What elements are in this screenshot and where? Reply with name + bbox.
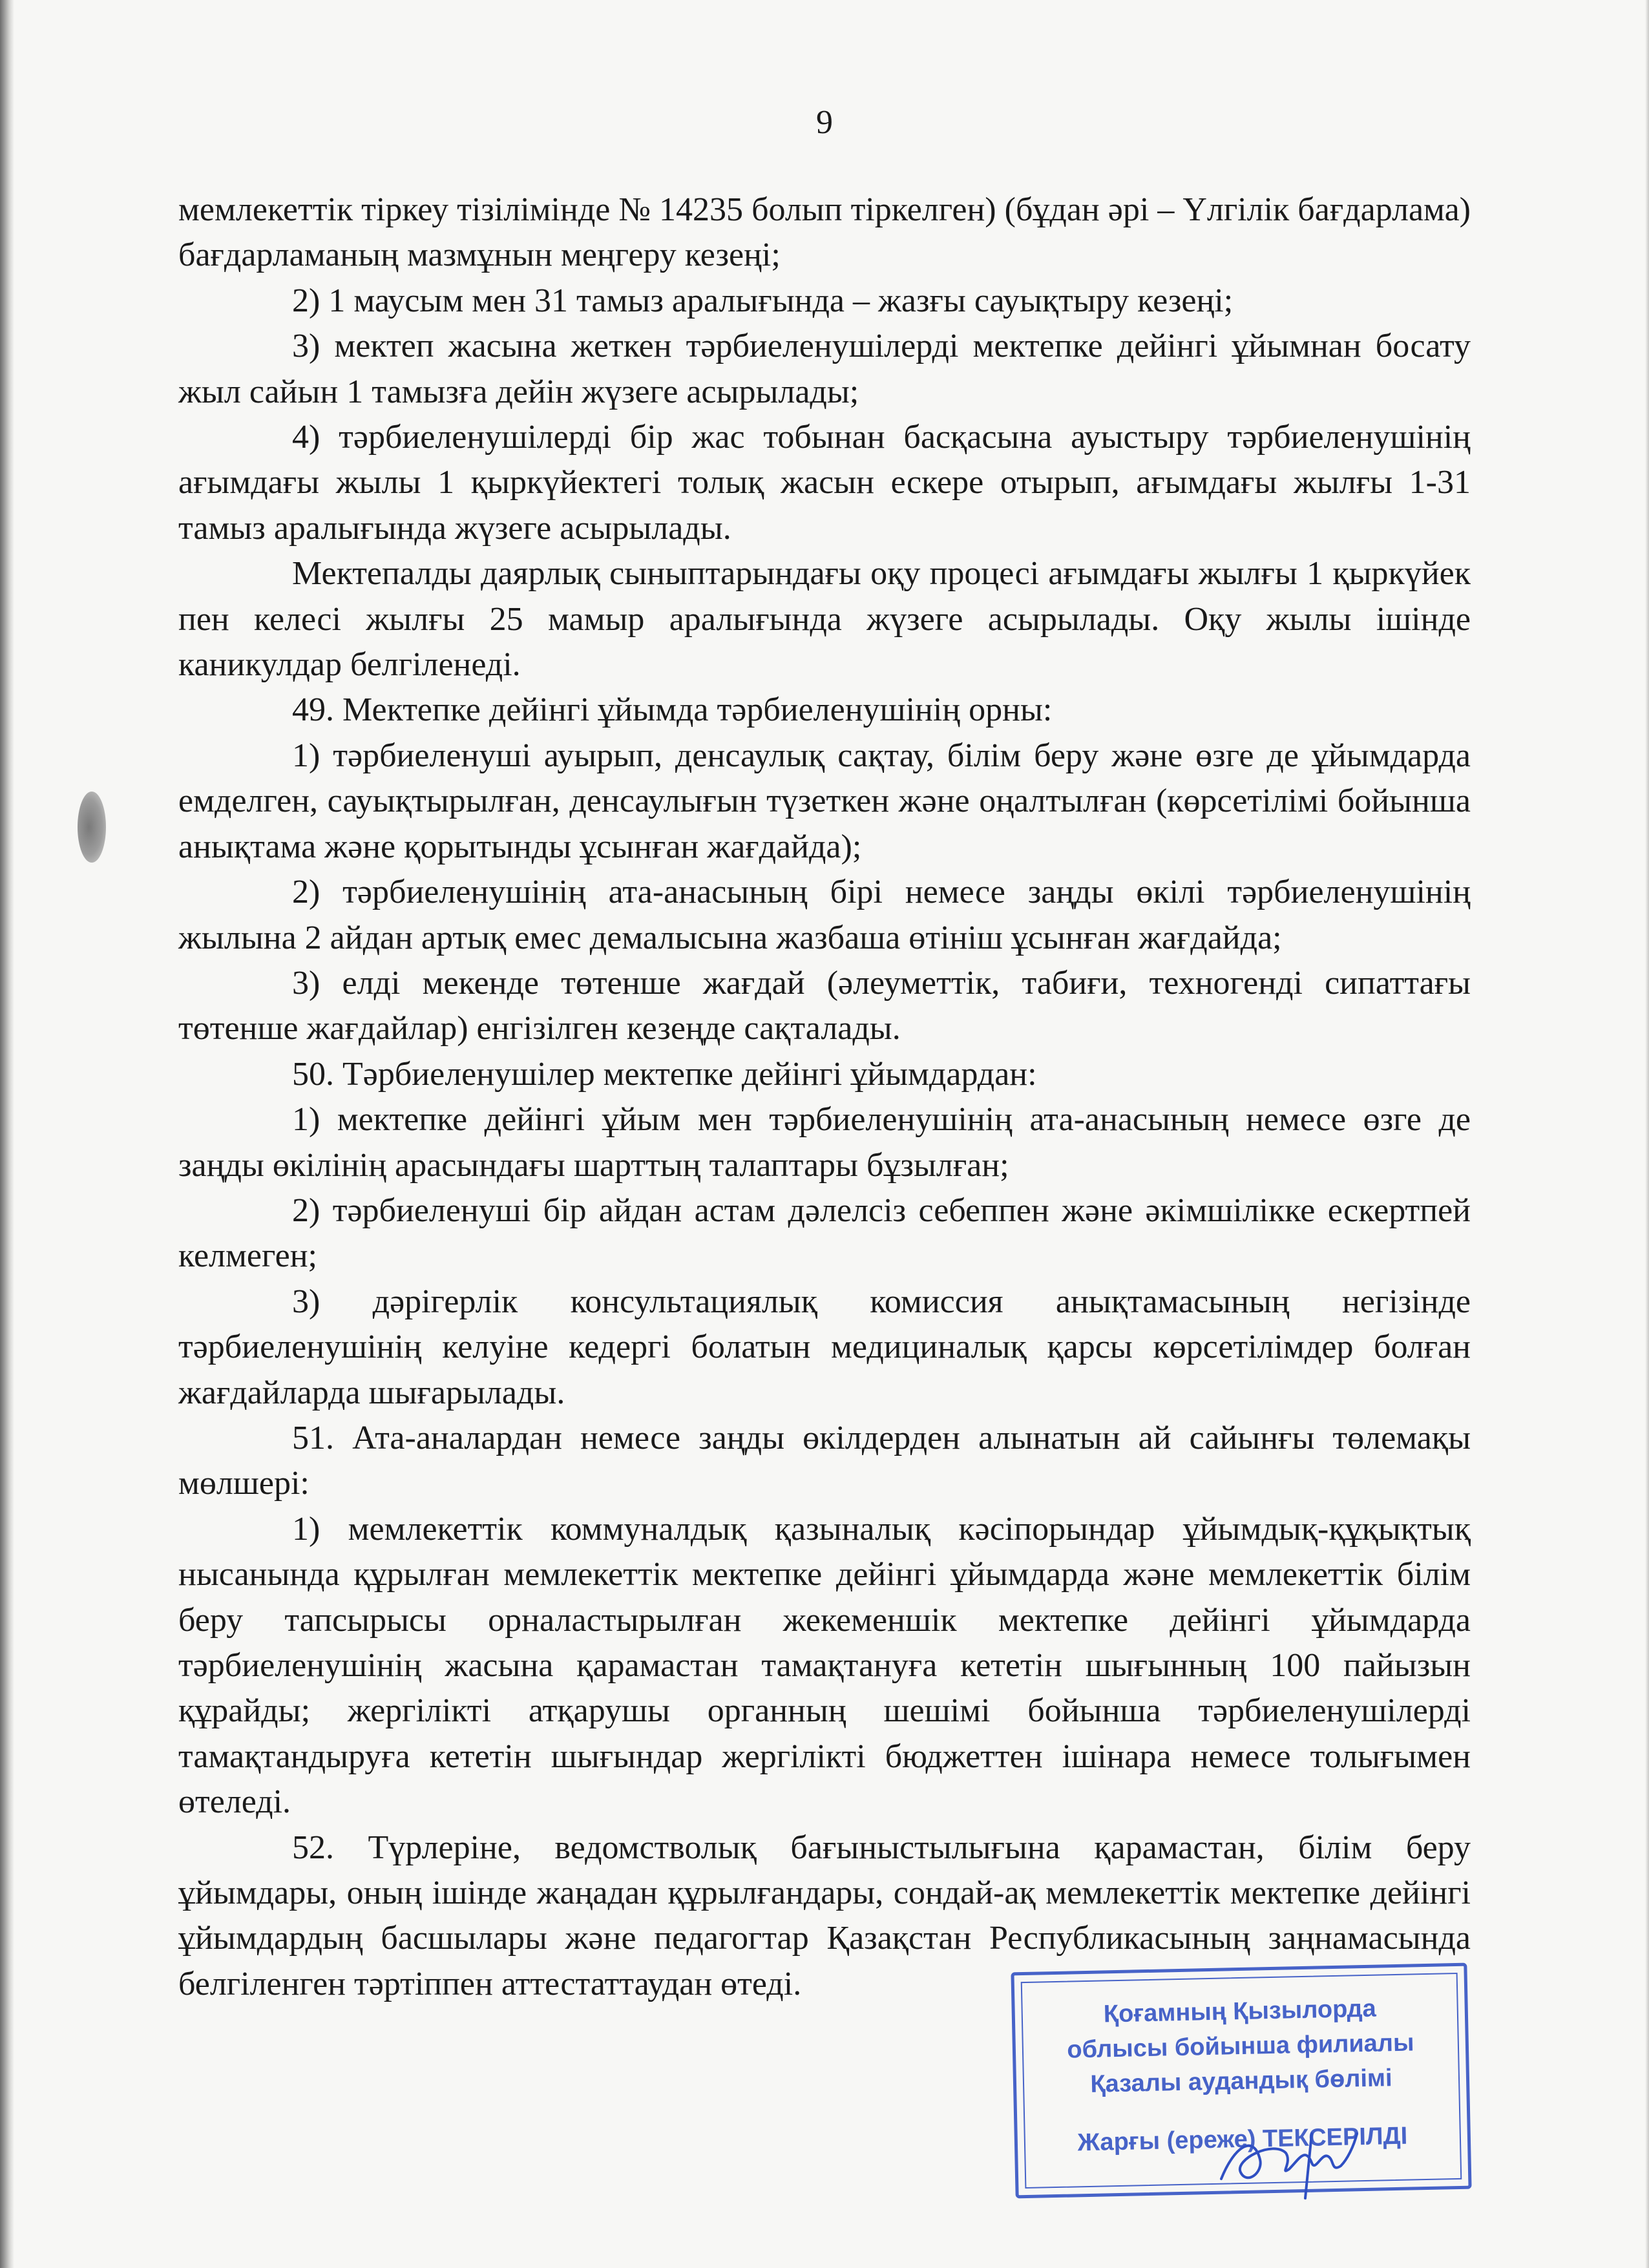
paragraph: 2) 1 маусым мен 31 тамыз аралығында – жазғы сауықтыру кезеңі; xyxy=(292,282,1234,319)
paragraph: 4) тәрбиеленушілерді бір жас тобынан басқасына ауыстыру тәрбиеленушінің ағымдағы жылы 1 қыркүйектегі толық жасын ескере отырып, ағымдағы жылғы 1-31 тамыз аралығында жүзеге асырылады. xyxy=(178,419,1471,547)
stamp-line: облысы бойынша филиалы xyxy=(1066,2029,1414,2064)
page-number: 9 xyxy=(816,104,833,141)
paragraph: 2) тәрбиеленуші бір айдан астам дәлелсіз себеппен және әкімшілікке ескертпей келмеген; xyxy=(178,1192,1471,1275)
paragraph: мемлекеттік тіркеу тізілімінде № 14235 болып тіркелген) (бұдан әрі – Үлгілік бағдарлама) бағдарламаның мазмұнын меңгеру кезеңі; xyxy=(178,191,1471,274)
scan-left-edge xyxy=(0,0,14,2268)
section-heading: 49. Мектепке дейінгі ұйымда тәрбиеленушінің орны: xyxy=(292,691,1053,729)
stamp-line: Қоғамның Қызылорда xyxy=(1103,1995,1377,2028)
document-body xyxy=(178,187,1471,2007)
section-heading: 51. Ата-аналардан немесе заңды өкілдерден алынатын ай сайынғы төлемақы мөлшері: xyxy=(178,1419,1471,1502)
stamp-line: Қазалы аудандық бөлімі xyxy=(1090,2064,1393,2098)
paragraph: 1) мектепке дейінгі ұйым мен тәрбиеленушінің ата-анасының немесе өзге де заңды өкілінің арасындағы шарттың талаптары бұзылған; xyxy=(178,1101,1471,1184)
paragraph: 1) мемлекеттік коммуналдық қазыналық кәсіпорындар ұйымдық-құқықтық нысанында құрылған мемлекеттік мектепке дейінгі ұйымдарда және мемлекеттік білім беру тапсырысы орналастырылған жекеменшік мектепке дейінгі ұйымдарда тәрбиеленушінің жасына қарамастан тамақтануға кететін шығынның 100 пайызын құрайды; жергілікті атқарушы органның шешімі бойынша тәрбиеленушілерді тамақтандыруға кететін шығындар жергілікті бюджеттен ішінара немесе толығымен өтеледі. xyxy=(178,1510,1471,1821)
paragraph: 3) дәрігерлік консультациялық комиссия анықтамасының негізінде тәрбиеленушінің келуіне кедергі болатын медициналық қарсы көрсетілімдер болған жағдайларда шығарылады. xyxy=(178,1283,1471,1411)
signature xyxy=(1215,2108,1363,2205)
scan-right-edge xyxy=(1645,0,1649,2268)
paragraph: 3) мектеп жасына жеткен тәрбиеленушілерді мектепке дейінгі ұйымнан босату жыл сайын 1 тамызға дейін жүзеге асырылады; xyxy=(178,328,1471,410)
signature-stroke xyxy=(1221,2134,1357,2198)
paragraph: 52. Түрлеріне, ведомстволық бағыныстылығына қарамастан, білім беру ұйымдары, оның ішінде жаңадан құрылғандары, сондай-ақ мемлекеттік мектепке дейінгі ұйымдардың басшылары және педагогтар Қазақстан Республикасының заңнамасында белгіленген тәртіппен аттестаттаудан өтеді. xyxy=(178,1829,1471,2002)
stamp-line: Жарғы (ереже) ТЕКСЕРІЛДІ xyxy=(1077,2122,1408,2157)
paragraph: 2) тәрбиеленушінің ата-анасының бірі немесе заңды өкілі тәрбиеленушінің жылына 2 айдан артық емес демалысына жазбаша өтініш ұсынған жағдайда; xyxy=(178,874,1471,956)
paragraph: Мектепалды даярлық сыныптарындағы оқу процесі ағымдағы жылғы 1 қыркүйек пен келесі жылғы 25 мамыр аралығында жүзеге асырылады. Оқу жылы ішінде каникулдар белгіленеді. xyxy=(178,555,1471,684)
paragraph: 1) тәрбиеленуші ауырып, денсаулық сақтау, білім беру және өзге де ұйымдарда емделген, сауықтырылған, денсаулығын түзеткен және оңалтылған (көрсетілімі бойынша анықтама және қорытынды ұсынған жағдайда); xyxy=(178,737,1471,865)
paragraph: 3) елді мекенде төтенше жағдай (әлеуметтік, табиғи, техногенді сипаттағы төтенше жағдайлар) енгізілген кезеңде сақталады. xyxy=(178,964,1471,1047)
punch-hole xyxy=(78,792,106,863)
section-heading: 50. Тәрбиеленушілер мектепке дейінгі ұйымдардан: xyxy=(292,1055,1037,1093)
